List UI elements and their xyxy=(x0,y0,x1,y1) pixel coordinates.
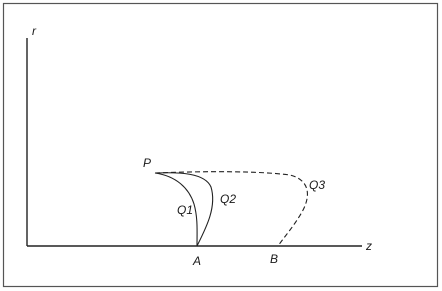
figure-frame xyxy=(4,4,438,287)
point-b-label: B xyxy=(270,252,279,266)
r-axis-label: r xyxy=(32,24,36,38)
z-axis-label: z xyxy=(366,239,372,253)
point-p-label: P xyxy=(143,156,152,170)
curve-q2-label: Q2 xyxy=(220,192,237,206)
curve-q3-label: Q3 xyxy=(309,178,326,192)
curve-q1-label: Q1 xyxy=(177,203,194,217)
point-a-label: A xyxy=(193,254,202,268)
